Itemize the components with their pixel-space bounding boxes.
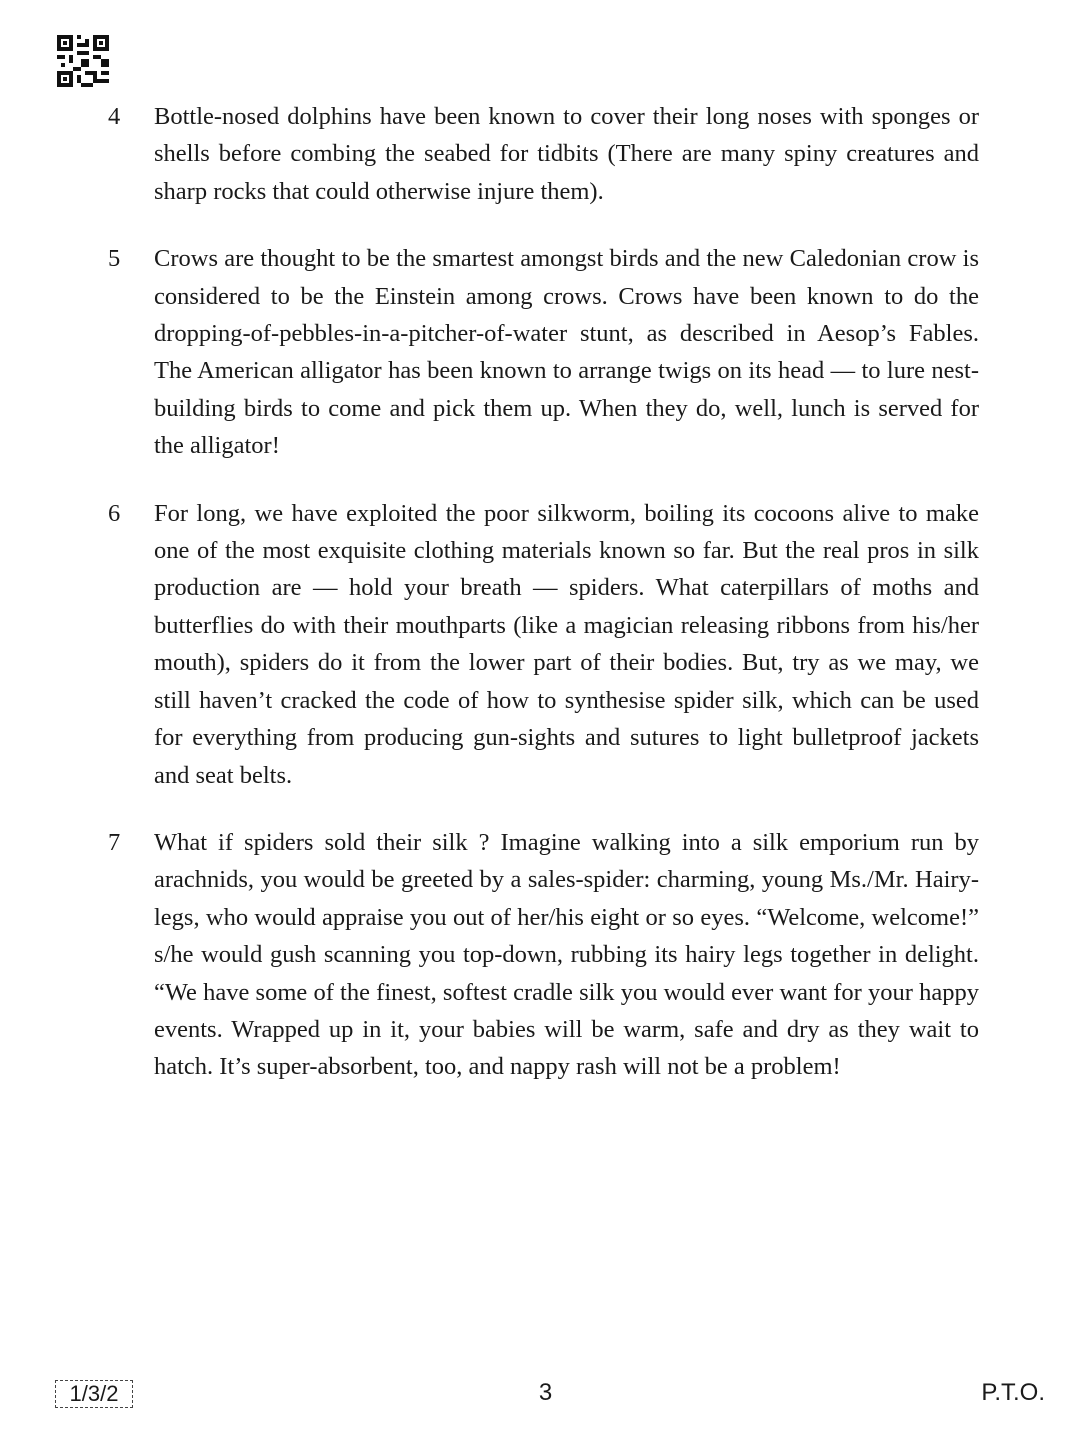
paragraph-text: What if spiders sold their silk ? Imagine walking into a silk emporium run by arachnids, you would be greeted by a sales-spider: charming, young Ms./Mr. Hairy-legs, who would appraise you out of her/his eight or so eyes. “Welcome, welcome!” s/he would gush scanning you top-down, rubbing its hairy legs together in delight. “We have some of the finest, softest cradle silk you would ever want for your happy events. Wrapped up in it, your babies will be warm, safe and dry as they wait to hatch. It’s super-absorbent, too, and nappy rash will not be a problem! xyxy=(154,828,979,1081)
document-body xyxy=(108,98,979,1116)
paragraph-number: 4 xyxy=(108,103,121,130)
paragraph-text: Crows are thought to be the smartest amongst birds and the new Caledonian crow is considered to be the Einstein among crows. Crows have been known to do the dropping-of-pebbles-in-a-pitcher-of-water stunt, as described in Aesop’s Fables. The American alligator has been known to arrange twigs on its head — to lure nest-building birds to come and pick them up. When they do, well, lunch is served for the alligator! xyxy=(154,245,979,460)
page-number: 3 xyxy=(538,1379,553,1406)
paragraph-7 xyxy=(108,824,979,1086)
paper-code: 1/3/2 xyxy=(55,1380,133,1408)
qr-code-icon xyxy=(57,35,109,87)
paragraph-number: 5 xyxy=(108,245,121,273)
paragraph-text: For long, we have exploited the poor silkworm, boiling its cocoons alive to make one of the most exquisite clothing materials known so far. But the real pros in silk production are — hold your breath — spiders. What caterpillars of moths and butterflies do with their mouthparts (like a magician releasing ribbons from his/her mouth), spiders do it from the lower part of their bodies. But, try as we may, we still haven’t cracked the code of how to synthesise spider silk, which can be used for everything from producing gun-sights and sutures to light bulletproof jackets and seat belts. xyxy=(154,499,979,789)
paragraph-4 xyxy=(108,98,979,210)
paragraph-6 xyxy=(108,495,979,794)
paragraph-5 xyxy=(108,240,979,464)
paragraph-text: Bottle-nosed dolphins have been known to cover their long noses with sponges or shells before combing the seabed for tidbits (There are many spiny creatures and sharp rocks that could otherwise injure them). xyxy=(154,103,979,205)
pto-label: P.T.O. xyxy=(981,1379,1045,1406)
paragraph-number: 7 xyxy=(108,828,121,856)
paragraph-number: 6 xyxy=(108,499,121,527)
